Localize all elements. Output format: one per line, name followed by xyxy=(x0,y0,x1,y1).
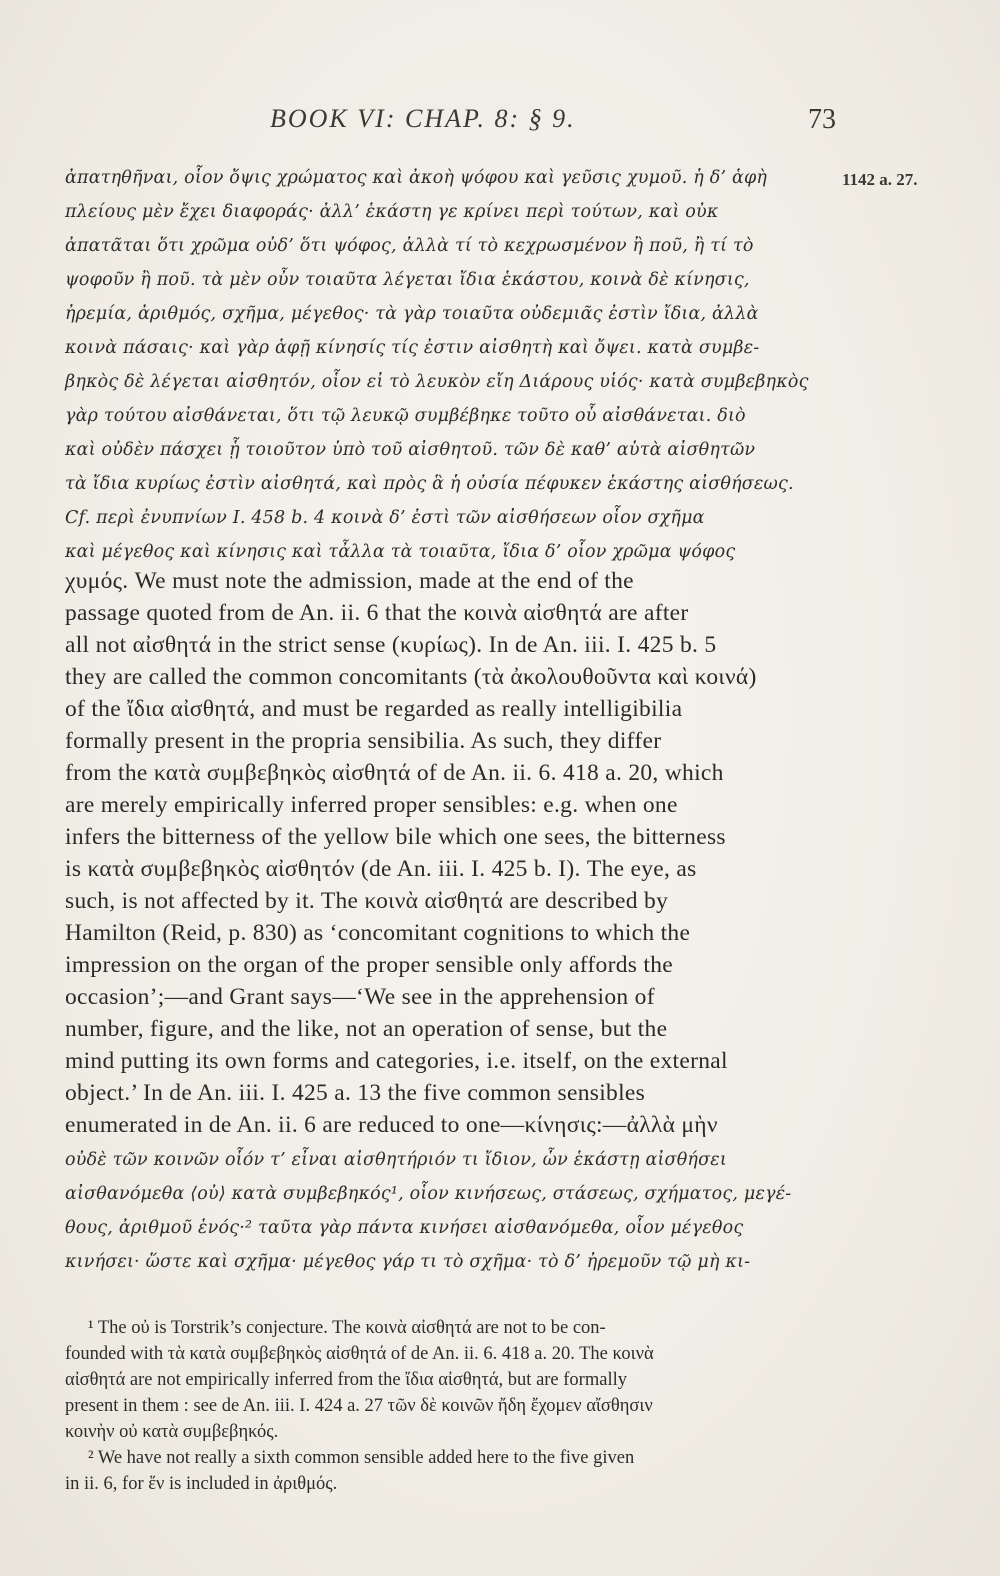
text-line: all not αἰσθητά in the strict sense (κυρίως). In de An. iii. I. 425 b. 5 xyxy=(65,632,717,658)
footnote-line: αἰσθητά are not empirically inferred from the ἴδια αἰσθητά, but are formally xyxy=(65,1370,627,1390)
greek-line: ψοφοῦν ἢ ποῦ. τὰ μὲν οὖν τοιαῦτα λέγεται ἴδια ἑκάστου, κοινὰ δὲ κίνησις, xyxy=(65,270,750,290)
greek-line: θους, ἀριθμοῦ ἑνός·² ταῦτα γὰρ πάντα κινήσει αἰσθανόμεθα, οἷον μέγεθος xyxy=(65,1218,744,1238)
text-line: impression on the organ of the proper sensible only affords the xyxy=(65,952,674,978)
greek-line: αἰσθανόμεθα ⟨οὐ⟩ κατὰ συμβεβηκός¹, οἷον κινήσεως, στάσεως, σχήματος, μεγέ- xyxy=(65,1184,792,1204)
greek-line: ἀπατᾶται ὅτι χρῶμα οὐδ’ ὅτι ψόφος, ἀλλὰ τί τὸ κεχρωσμένον ἢ ποῦ, ἢ τί τὸ xyxy=(65,236,754,256)
text-line: infers the bitterness of the yellow bile which one sees, the bitterness xyxy=(65,824,726,850)
text-line: from the κατὰ συμβεβηκὸς αἰσθητά of de An. ii. 6. 418 a. 20, which xyxy=(65,760,724,786)
text-line: enumerated in de An. ii. 6 are reduced to one—κίνησις:—ἀλλὰ μὴν xyxy=(65,1112,718,1138)
text-line: Hamilton (Reid, p. 830) as ‘concomitant cognitions to which the xyxy=(65,920,691,946)
text-line: are merely empirically inferred proper sensibles: e.g. when one xyxy=(65,792,678,818)
text-line: of the ἴδια αἰσθητά, and must be regarded as really intelligibilia xyxy=(65,696,683,722)
greek-line: τὰ ἴδια κυρίως ἐστὶν αἰσθητά, καὶ πρὸς ἃ ἡ οὐσία πέφυκεν ἑκάστης αἰσθήσεως. xyxy=(65,474,794,494)
footnote-line: founded with τὰ κατὰ συμβεβηκὸς αἰσθητά of de An. ii. 6. 418 a. 20. The κοινὰ xyxy=(65,1344,654,1364)
text-line: number, figure, and the like, not an operation of sense, but the xyxy=(65,1016,668,1042)
text-line: is κατὰ συμβεβηκὸς αἰσθητόν (de An. iii. I. 425 b. I). The eye, as xyxy=(65,856,697,882)
text-line: occasion’;—and Grant says—‘We see in the apprehension of xyxy=(65,984,655,1010)
greek-line: πλείους μὲν ἔχει διαφοράς· ἀλλ’ ἑκάστη γε κρίνει περὶ τούτων, καὶ οὐκ xyxy=(65,202,719,222)
footnote-line: in ii. 6, for ἕν is included in ἀριθμός. xyxy=(65,1474,338,1494)
page-number: 73 xyxy=(808,104,836,135)
greek-line: καὶ οὐδὲν πάσχει ᾗ τοιοῦτον ὑπὸ τοῦ αἰσθητοῦ. τῶν δὲ καθ’ αὑτὰ αἰσθητῶν xyxy=(65,440,756,460)
page-header xyxy=(270,104,836,144)
greek-line: κινήσει· ὥστε καὶ σχῆμα· μέγεθος γάρ τι τὸ σχῆμα· τὸ δ’ ἠρεμοῦν τῷ μὴ κι- xyxy=(65,1252,751,1272)
greek-line: γὰρ τούτου αἰσθάνεται, ὅτι τῷ λευκῷ συμβέβηκε τοῦτο οὗ αἰσθάνεται. διὸ xyxy=(65,406,746,426)
greek-line: Cf. περὶ ἐνυπνίων I. 458 b. 4 κοινὰ δ’ ἐστὶ τῶν αἰσθήσεων οἷον σχῆμα xyxy=(65,508,705,528)
text-line: such, is not affected by it. The κοινὰ αἰσθητά are described by xyxy=(65,888,669,914)
text-line: mind putting its own forms and categories, i.e. itself, on the external xyxy=(65,1048,728,1074)
greek-line: ἠρεμία, ἀριθμός, σχῆμα, μέγεθος· τὰ γὰρ τοιαῦτα οὐδεμιᾶς ἐστὶν ἴδια, ἀλλὰ xyxy=(65,304,759,324)
greek-line: καὶ μέγεθος καὶ κίνησις καὶ τἆλλα τὰ τοιαῦτα, ἴδια δ’ οἷον χρῶμα ψόφος xyxy=(65,542,736,562)
running-head: BOOK VI: CHAP. 8: § 9. xyxy=(270,104,576,133)
text-line: passage quoted from de An. ii. 6 that the κοινὰ αἰσθητά are after xyxy=(65,600,689,626)
footnote-line: present in them : see de An. iii. I. 424 a. 27 τῶν δὲ κοινῶν ἤδη ἔχομεν αἴσθησιν xyxy=(65,1396,653,1416)
footnote-line: κοινὴν οὐ κατὰ συμβεβηκός. xyxy=(65,1422,279,1442)
marginal-reference: 1142 a. 27. xyxy=(842,170,918,189)
greek-line: βηκὸς δὲ λέγεται αἰσθητόν, οἷον εἰ τὸ λευκὸν εἴη Διάρους υἱός· κατὰ συμβεβηκὸς xyxy=(65,372,809,392)
greek-line: οὐδὲ τῶν κοινῶν οἷόν τ’ εἶναι αἰσθητήριόν τι ἴδιον, ὧν ἑκάστῃ αἰσθήσει xyxy=(65,1150,727,1170)
text-line: object.’ In de An. iii. I. 425 a. 13 the five common sensibles xyxy=(65,1080,646,1106)
text-line: they are called the common concomitants (τὰ ἀκολουθοῦντα καὶ κοινά) xyxy=(65,664,757,690)
greek-line: ἀπατηθῆναι, οἷον ὄψις χρώματος καὶ ἀκοὴ ψόφου καὶ γεῦσις χυμοῦ. ἡ δ’ ἁφὴ xyxy=(65,168,768,188)
text-line: formally present in the propria sensibilia. As such, they differ xyxy=(65,728,662,754)
footnote-line: ¹ The οὐ is Torstrik’s conjecture. The κοινὰ αἰσθητά are not to be con- xyxy=(88,1318,606,1338)
footnote-line: ² We have not really a sixth common sensible added here to the five given xyxy=(88,1448,635,1468)
text-line: χυμός. We must note the admission, made at the end of the xyxy=(65,568,634,594)
greek-line: κοινὰ πάσαις· καὶ γὰρ ἁφῇ κίνησίς τίς ἐστιν αἰσθητὴ καὶ ὄψει. κατὰ συμβε- xyxy=(65,338,760,358)
